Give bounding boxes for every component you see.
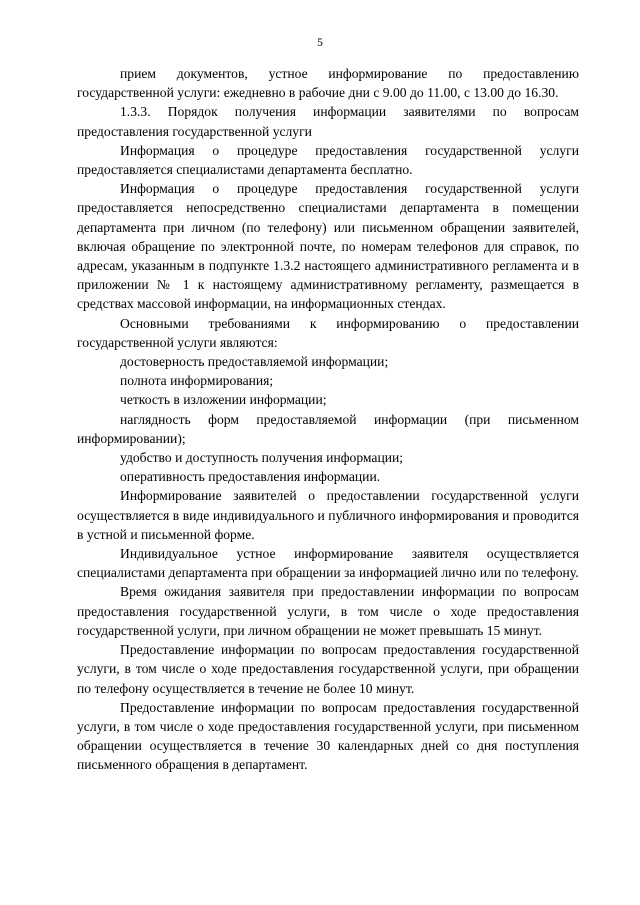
- paragraph: Основными требованиями к информированию о предоставлении государственной услуги являются:: [77, 315, 579, 350]
- paragraph: Информация о процедуре предоставления государственной услуги предоставляется непосредственно специалистами департамента в помещении департамента при личном (по телефону) или письменном обращении заявителей, включая обращение по электронной почте, по номерам телефонов для справок, по адресам, указанным в подпункте 1.3.2 настоящего административного регламента и в приложении № 1 к настоящему административному регламенту, размещается в средствах массовой информации, на информационных стендах.: [77, 181, 579, 312]
- paragraph: Время ожидания заявителя при предоставлении информации по вопросам предоставления государственной услуги, в том числе о ходе предоставления государственной услуги, при личном обращении не может превышать 15 минут.: [77, 584, 579, 638]
- document-body: [77, 64, 579, 775]
- paragraph: Индивидуальное устное информирование заявителя осуществляется специалистами департамента при обращении за информацией лично или по телефону.: [77, 546, 579, 581]
- section-heading-1-3-3: 1.3.3. Порядок получения информации заявителями по вопросам предоставления государственной услуги: [77, 104, 579, 139]
- list-item: удобство и доступность получения информации;: [120, 450, 404, 466]
- paragraph-office-hours: прием документов, устное информирование по предоставлению государственной услуги: ежедневно в рабочие дни с 9.00 до 11.00, с 13.00 до 16.30.: [77, 66, 579, 101]
- paragraph: Предоставление информации по вопросам предоставления государственной услуги, в том числе о ходе предоставления государственной услуги, при обращении по телефону осуществляется в течение не более 10 минут.: [77, 642, 579, 696]
- list-item: полнота информирования;: [120, 373, 274, 389]
- page-number: 5: [317, 37, 323, 49]
- list-item: четкость в изложении информации;: [120, 392, 327, 408]
- list-item: оперативность предоставления информации.: [120, 469, 381, 485]
- paragraph: Предоставление информации по вопросам предоставления государственной услуги, в том числе о ходе предоставления государственной услуги, при письменном обращении осуществляется в течение 30 календарных дней со дня поступления письменного обращения в департамент.: [77, 699, 579, 773]
- list-item: достоверность предоставляемой информации;: [120, 354, 389, 370]
- list-item: наглядность форм предоставляемой информации (при письменном информировании);: [77, 411, 579, 446]
- paragraph: Информирование заявителей о предоставлении государственной услуги осуществляется в виде индивидуального и публичного информирования и проводится в устной и письменной форме.: [77, 488, 579, 542]
- paragraph: Информация о процедуре предоставления государственной услуги предоставляется специалистами департамента бесплатно.: [77, 142, 579, 178]
